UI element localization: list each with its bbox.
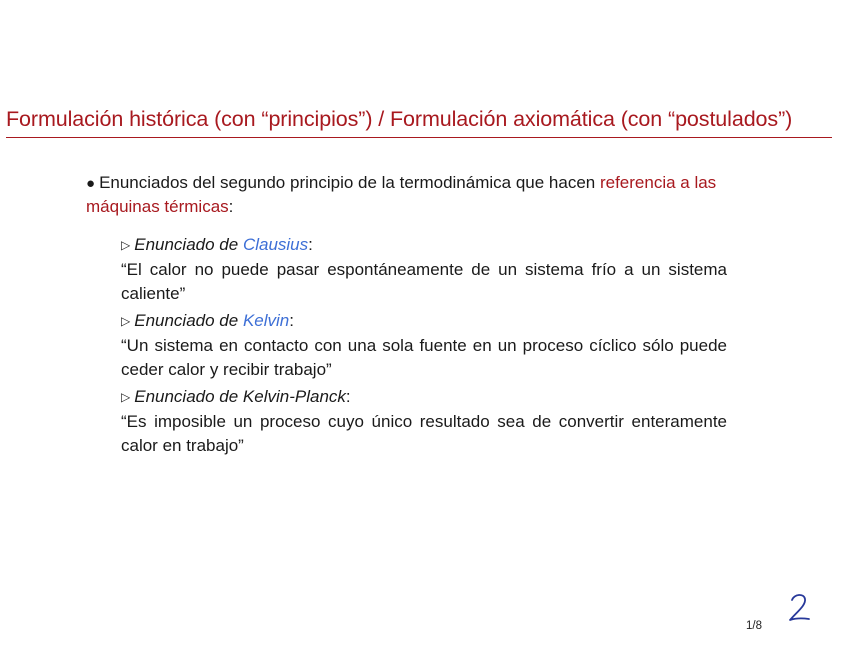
statement-heading: [121, 309, 727, 334]
statement-suffix: :: [289, 311, 294, 330]
lead-text: Enunciados del segundo principio de la termodinámica que hacen: [99, 173, 600, 192]
statement-quote: “Un sistema en contacto con una sola fuente en un proceso cíclico sólo puede ceder calor y recibir trabajo”: [121, 336, 727, 379]
statement-heading: [121, 233, 727, 258]
statement-label: Enunciado de: [134, 235, 243, 254]
triangle-marker-icon: ▷: [121, 238, 131, 252]
handwritten-two-icon: [786, 592, 812, 624]
statement-suffix: :: [308, 235, 313, 254]
statement-label: Enunciado de Kelvin-Planck: [134, 387, 346, 406]
statement-quote: “Es imposible un proceso cuyo único resultado sea de convertir enteramente calor en trabajo”: [121, 412, 727, 455]
bullet-icon: ●: [86, 175, 96, 192]
page-number: 1/8: [746, 620, 762, 632]
lead-paragraph: [86, 172, 776, 218]
statement-clausius: [121, 233, 727, 306]
lead-colon: :: [228, 196, 234, 216]
slide-title: Formulación histórica (con “principios”) / Formulación axiomática (con “postulados”): [6, 107, 793, 131]
statement-name: Clausius: [242, 235, 309, 254]
lead-highlight: referencia a las máquinas térmicas: [86, 173, 717, 216]
statement-quote: “El calor no puede pasar espontáneamente de un sistema frío a un sistema caliente”: [121, 260, 727, 303]
title-rule: [6, 137, 832, 138]
statement-label: Enunciado de: [134, 311, 243, 330]
statement-suffix: :: [345, 387, 351, 406]
statement-heading: [121, 385, 727, 410]
statement-kelvin: [121, 309, 727, 382]
handwritten-mark: [786, 592, 812, 629]
statement-kelvin-planck: [121, 385, 727, 458]
statements-list: [121, 233, 727, 461]
statement-name: Kelvin: [242, 311, 290, 330]
triangle-marker-icon: ▷: [121, 390, 131, 404]
triangle-marker-icon: ▷: [121, 314, 131, 328]
